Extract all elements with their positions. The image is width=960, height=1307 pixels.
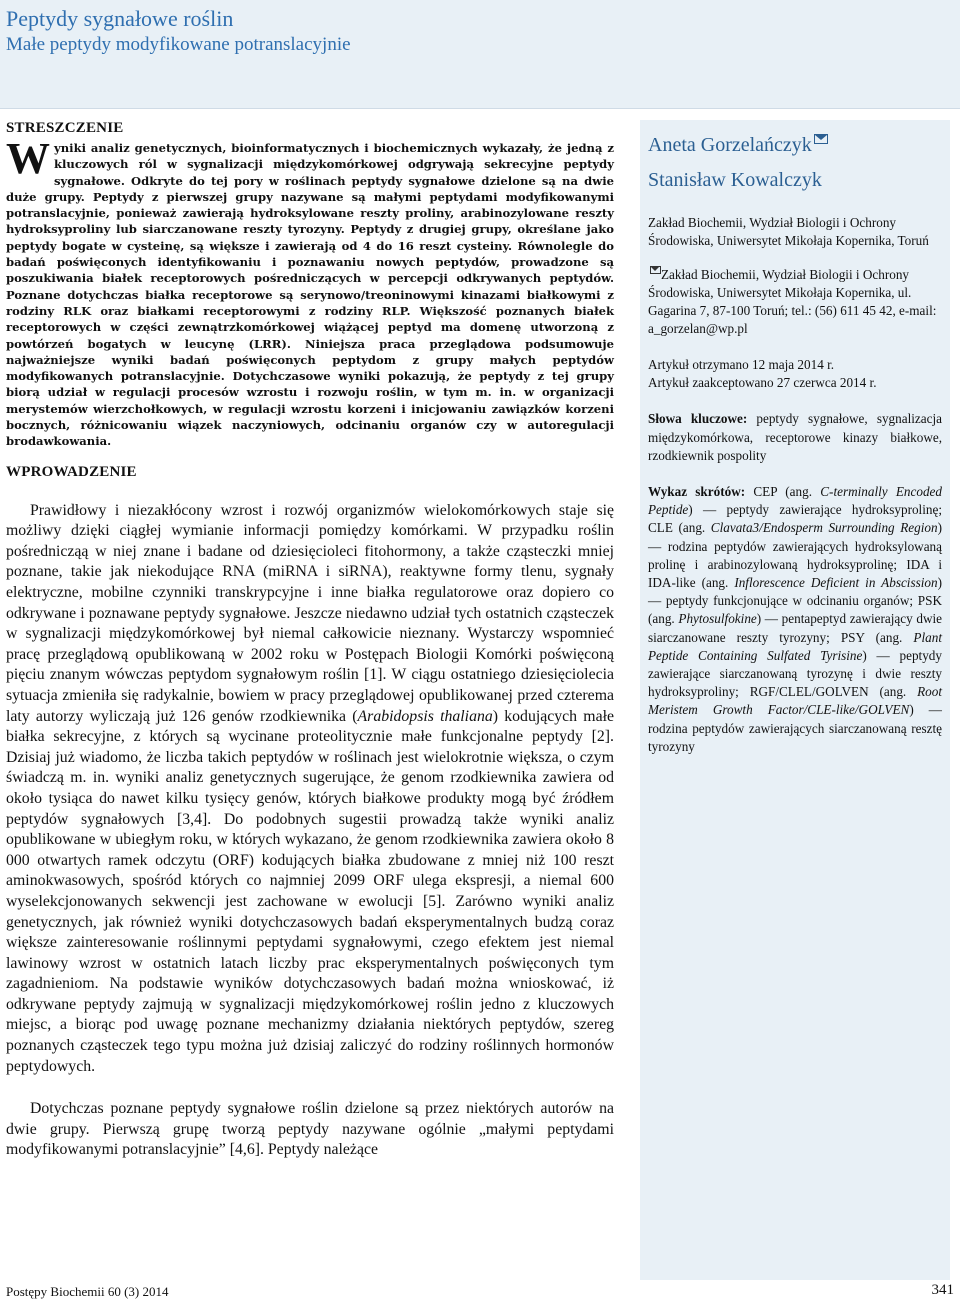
main-column bbox=[6, 120, 614, 1161]
page-number: 341 bbox=[931, 1282, 954, 1298]
keywords-label: Słowa kluczowe: bbox=[648, 411, 748, 427]
abstract-heading: STRESZCZENIE bbox=[6, 120, 124, 136]
envelope-icon bbox=[650, 266, 661, 274]
envelope-icon bbox=[814, 134, 828, 144]
affiliation-2: Zakład Biochemii, Wydział Biologii i Ochrony Środowiska, Uniwersytet Mikołaja Kopernika, ul. Gagarina 7, 87-100 Toruń; tel.: (56) 611 45 42, e-mail: a_gorzelan@wp.pl bbox=[648, 267, 937, 336]
abbr-segment: Clavata3/Endosperm Surrounding Region bbox=[710, 520, 938, 536]
dropcap: W bbox=[6, 134, 50, 183]
received-date: Artykuł otrzymano 12 maja 2014 r. bbox=[648, 357, 835, 372]
sidebar bbox=[640, 120, 950, 1280]
abstract-text bbox=[6, 134, 614, 450]
abbr-segment: ) — peptydy zawierające siarczanowaną tyrozynę i dwie reszty hydroksyproliny; RGF/CLEL/GOLVEN (ang. bbox=[648, 647, 942, 700]
author-1: Aneta Gorzelańczyk bbox=[648, 134, 942, 157]
intro-heading: WPROWADZENIE bbox=[6, 463, 137, 480]
abbr-segment: ) — peptydy funkcjonujące w odcinaniu organów; PSK (ang. bbox=[648, 575, 942, 627]
abbreviations bbox=[648, 483, 942, 756]
abbr-segment: Root Meristem Growth Factor/CLE-like/GOLVEN bbox=[648, 684, 942, 718]
article-title: Peptydy sygnałowe roślin bbox=[6, 6, 234, 31]
abbr-segment: Plant Peptide Containing Sulfated Tyrisine bbox=[648, 629, 942, 663]
header-band bbox=[0, 0, 960, 109]
affiliation-1: Zakład Biochemii, Wydział Biologii i Ochrony Środowiska, Uniwersytet Mikołaja Kopernika, Toruń bbox=[648, 215, 929, 248]
article-subtitle: Małe peptydy modyfikowane potranslacyjnie bbox=[6, 34, 351, 55]
abbr-segment: Phytosulfokine bbox=[678, 611, 757, 627]
intro-paragraph-2: Dotychczas poznane peptydy sygnałowe roślin dzielone są przez niektórych autorów na dwie grupy. Pierwszą grupę tworzą peptydy nazywane ogólnie „małymi peptydami modyfikowanymi potranslacyjnie” [4,6]. Peptydy należące bbox=[6, 1100, 614, 1159]
abstract-body: yniki analiz genetycznych, bioinformatycznych i biochemicznych wykazały, że jedną z kluczowych ról w sygnalizacji międzykomórkowej odgrywają sekrecyjne peptydy sygnałowe. Odkryte do tej pory w roślinach peptydy sygnałowe dzielone są na dwie duże grupy. Peptydy z pierwszej grupy nazywane są małymi peptydami modyfikowanymi potranslacyjnie, ponieważ zawierają hydroksylowane reszty proliny, arabinozylowane reszty hydroksyproliny lub siarczanowane reszty tyrozyny. Peptydy z drugiej grupy, określane jako peptydy bogate w cysteinę, są większe i zawierają od 4 do 16 reszt cysteiny. Równolegle do badań poświęconych identyfikowaniu i poznawaniu nowych peptydów, prowadzone są poszukiwania białek receptorowych pośredniczących w percepcji odkrywanych peptydów. Poznane dotychczas białka receptorowe są serynowo/treoninowymi kinazami białkowymi z rodziny RLK oraz białkami receptorowymi z rodziny RLP. Większość poznanych białek receptorowych w części zewnątrzkomórkowej wiążącej peptyd ma domenę utworzoną z powtórzeń bogatych w leucynę (LRR). Niniejsza praca przeglądowa podsumowuje najważniejsze wyniki badań poświęconych peptydom z grupy małych peptydów modyfikowanych potranslacyjnie. Dotychczasowe wyniki pokazują, że peptydy z tej grupy biorą udział w regulacji procesów wzrostu i rozwoju roślin, w tym m. in. w organizacji merystemów wierzchołkowych, w regulacji wzrostu korzeni i inicjowaniu zawiązków korzeni bocznych, różnicowaniu wiązek naczyniowych, odcinaniu organów czy w autoregulacji brodawkowania. bbox=[6, 141, 614, 449]
abbr-text bbox=[648, 484, 942, 754]
keywords-text: peptydy sygnałowe, sygnalizacja międzykomórkowa, receptorowe kinazy białkowe, rzodkiewnik pospolity bbox=[648, 411, 943, 463]
author-2: Stanisław Kowalczyk bbox=[648, 169, 822, 191]
abbr-segment: CEP (ang. bbox=[753, 484, 821, 500]
abbr-segment: C-terminally Encoded Peptide bbox=[648, 484, 943, 518]
abbr-segment: Inflorescence Deficient in Abscission bbox=[734, 575, 938, 591]
keywords bbox=[648, 410, 942, 465]
abbr-segment: ) — peptydy zawierające hydroksyprolinę; CLE (ang. bbox=[648, 502, 942, 536]
intro-p1-part-b: ) kodujących małe białka sekrecyjne, z których są wycinane proteolitycznie małe funkcjonalne peptydy [2]. Dzisiaj już wiadomo, że liczba takich peptydów w roślinach jest wielokrotnie większa, o czym świadczą m. in. wyniki analiz genetycznych sugerujące, że genom rzodkiewnika zawiera od około tysiąca do nawet kilku tysięcy genów, których białkowe produkty mogą być źródłem peptydów sygnałowych [3,4]. Do podobnych sugestii prowadzą także wyniki analiz opublikowane w ubiegłym roku, w których wykazano, że genom rzodkiewnika zawiera około 8 000 otwartych ramek odczytu (ORF) kodujących białka zbudowane z mniej niż 100 reszt aminokwasowych, spośród których co najmniej 2099 ORF ulega ekspresji, a niemal 600 wyselekcjonowanych sekwencji jest zachowane w ewolucji [5]. Zarówno wyniki analiz genetycznych, jak również wyniki dotychczasowych badań eksperymentalnych budzą coraz większe zainteresowanie roślinnymi peptydami sygnałowymi, czego efektem jest niemal lawinowy wzrost w ostatnich latach liczby prac eksperymentalnych poświęconych tym zagadnieniom. Na podstawie wyników dotychczasowych badań można wnioskować, iż odkrywane peptydy zajmują w sygnalizacji międzykomórkowej roślin jedno z kluczowych miejsc, a biorąc pod uwagę poznane mechanizmy działania niektórych peptydów, szereg poznanych cząsteczek tego typu można już dzisiaj zaliczyć do rodziny roślinnych hormonów peptydowych. bbox=[6, 707, 614, 1075]
abbr-segment: ) — rodzina peptydów zawierających hydroksylowaną prolinę i arabinozylowaną hydroksyprolinę; IDA i IDA-like (ang. bbox=[648, 520, 942, 591]
intro-paragraph-1 bbox=[6, 501, 614, 1078]
accepted-date: Artykuł zaakceptowano 27 czerwca 2014 r. bbox=[648, 375, 877, 391]
journal-citation: Postępy Biochemii 60 (3) 2014 bbox=[6, 1284, 169, 1299]
abbr-label: Wykaz skrótów: bbox=[648, 484, 746, 500]
intro-p1-part-a: Prawidłowy i niezakłócony wzrost i rozwój organizmów wielokomórkowych staje się możliwy dzięki ciągłej wymianie informacji pomiędzy komórkami. W przypadku roślin pośrednicząą w niej znane i badane od dziesięcioleci fitohormony, a także cząsteczki mniej poznane, takie jak niekodujące RNA (miRNA i siRNA), reaktywne formy tlenu, sygnały elektryczne, mobilne czynniki transkrypcyjne i inne białka regulatorowe oraz dopiero co odkrywane i poznawane peptydy sygnałowe. Jeszcze niedawno udział tych ostatnich cząsteczek w sygnalizacji międzykomórkowej był niemal całkowicie nieznany. Wystarczy wspomnieć pracę przeglądową opublikowaną w 2002 roku w Postępach Biologii Komórki poświęconą pięciu znanym wówczas peptydom sygnałowym roślin [1]. W ciągu ostatniego dziesięciolecia sytuacja zmieniła się radykalnie, bowiem w pracy przeglądowej opublikowanej przed czterema laty autorzy wyliczają już 126 genów rzodkiewnika ( bbox=[6, 501, 614, 725]
abbr-segment: ) — rodzina peptydów zawierających siarczanowaną resztę tyrozyny bbox=[648, 702, 942, 754]
abbr-segment: ) — pentapeptyd zawierający dwie siarczanowane reszty tyrozyny; PSY (ang. bbox=[648, 611, 942, 645]
species-name: Arabidopsis thaliana bbox=[357, 707, 493, 725]
